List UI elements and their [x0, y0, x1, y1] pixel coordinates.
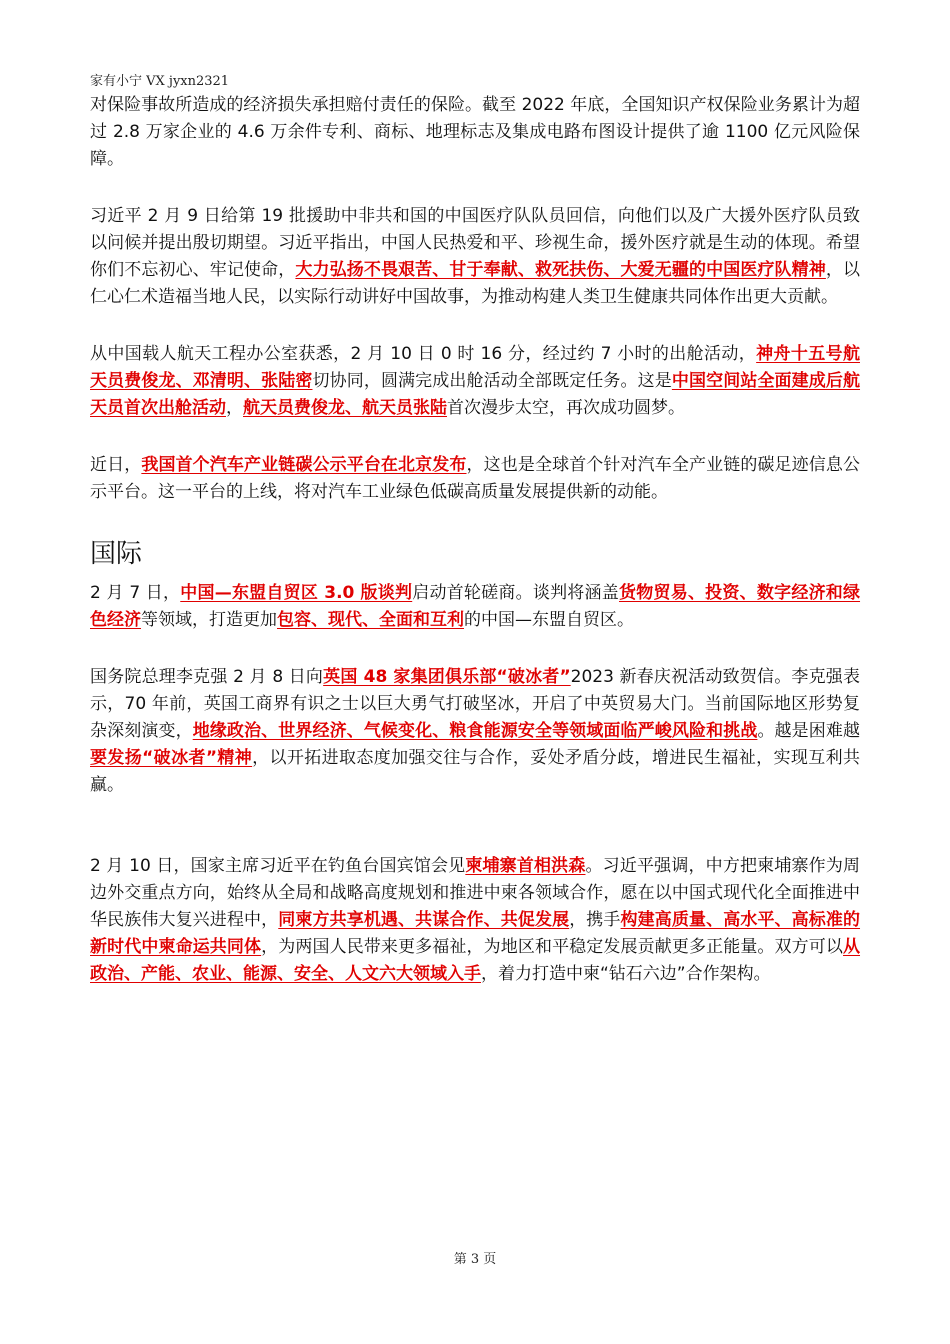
paragraph-text: 的中国—东盟自贸区。 — [464, 610, 634, 630]
paragraph-text: ，携手 — [569, 910, 621, 930]
document-body — [90, 92, 860, 1018]
highlighted-phrase: 要发扬“破冰者”精神 — [90, 748, 253, 768]
paragraph-text: 2 月 10 日，国家主席习近平在钓鱼台国宾馆会见 — [90, 856, 466, 876]
paragraph-p1 — [90, 92, 860, 173]
highlighted-phrase: 货物贸易、投资、数字经济和绿色经济 — [90, 583, 861, 630]
paragraph-p6 — [90, 664, 860, 799]
highlighted-phrase: 构建高质量、高水平、高标准的新时代中柬命运共同体 — [90, 910, 861, 957]
page-number: 第 3 页 — [453, 1252, 497, 1267]
highlighted-phrase: 地缘政治、世界经济、气候变化、粮食能源安全等领域面临严峻风险和挑战 — [192, 721, 758, 741]
paragraph-text: 切协同，圆满完成出舱活动全部既定任务。这是 — [312, 371, 672, 391]
paragraph-text: 等领域，打造更加 — [141, 610, 277, 630]
paragraph-p7 — [90, 853, 860, 988]
paragraph-p5 — [90, 580, 860, 634]
highlighted-phrase: 大力弘扬不畏艰苦、甘于奉献、救死扶伤、大爱无疆的中国医疗队精神 — [295, 260, 826, 280]
highlighted-phrase: 中国空间站全面建成后航天员首次出舱活动 — [90, 371, 861, 418]
paragraph-text: 。习近平强调，中方把柬埔寨作为周边外交重点方向，始终从全局和战略高度规划和推进中柬各领域合作，愿在以中国式现代化全面推进中华民族伟大复兴进程中， — [90, 856, 860, 930]
paragraph-text: 近日， — [90, 455, 142, 475]
international-news-block — [90, 580, 860, 988]
paragraph-text: ， — [226, 398, 243, 418]
paragraph-text: 2 月 7 日， — [90, 583, 181, 603]
paragraph-text: ，以仁心仁术造福当地人民，以实际行动讲好中国故事，为推动构建人类卫生健康共同体作出更大贡献。 — [90, 260, 861, 307]
paragraph-text: ，这也是全球首个针对汽车全产业链的碳足迹信息公示平台。这一平台的上线，将对汽车工业绿色低碳高质量发展提供新的动能。 — [90, 455, 861, 502]
highlighted-phrase: 柬埔寨首相洪森 — [465, 856, 586, 876]
section-title-international: 国际 — [90, 539, 143, 569]
paragraph-text: ，着力打造中柬“钻石六边”合作架构。 — [481, 964, 771, 984]
highlighted-phrase: 包容、现代、全面和互利 — [277, 610, 464, 630]
highlighted-phrase: 我国首个汽车产业链碳公示平台在北京发布 — [141, 455, 467, 475]
paragraph-text: 从中国载人航天工程办公室获悉，2 月 10 日 0 时 16 分，经过约 7 小时的出舱活动， — [90, 344, 757, 364]
highlighted-phrase: 神舟十五号航天员费俊龙、邓清明、张陆密 — [90, 344, 860, 391]
paragraph-text: 。越是困难越 — [757, 721, 861, 741]
highlighted-phrase: 英国 48 家集团俱乐部“破冰者” — [323, 667, 571, 687]
page-header: 家有小宁 VX jyxn2321 — [90, 74, 230, 89]
paragraph-text: ，为两国人民带来更多福祉，为地区和平稳定发展贡献更多正能量。双方可以 — [261, 937, 844, 957]
paragraph-text: 国务院总理李克强 2 月 8 日向 — [90, 667, 324, 687]
paragraph-text: 2023 新春庆祝活动致贺信。李克强表示，70 年前，英国工商界有识之士以巨大勇气打破坚冰，开启了中英贸易大门。当前国际地区形势复杂深刻演变， — [90, 667, 861, 741]
paragraph-text: 启动首轮磋商。谈判将涵盖 — [412, 583, 620, 603]
highlighted-phrase: 从政治、产能、农业、能源、安全、人文六大领域入手 — [90, 937, 861, 984]
paragraph-text: 对保险事故所造成的经济损失承担赔付责任的保险。截至 2022 年底，全国知识产权保险业务累计为超过 2.8 万家企业的 4.6 万余件专利、商标、地理标志及集成电路布图设计提供了逾 1100 亿元风险保障。 — [90, 95, 860, 169]
highlighted-phrase: 同柬方共享机遇、共谋合作、共促发展 — [278, 910, 570, 930]
paragraph-p2 — [90, 203, 860, 311]
domestic-news-block — [90, 92, 860, 506]
paragraph-p3 — [90, 341, 860, 422]
paragraph-text: ，以开拓进取态度加强交往与合作，妥处矛盾分歧，增进民生福祉，实现互利共赢。 — [90, 748, 860, 795]
highlighted-phrase: 中国—东盟自贸区 3.0 版谈判 — [180, 583, 413, 603]
paragraph-p4 — [90, 452, 860, 506]
highlighted-phrase: 航天员费俊龙、航天员张陆 — [243, 398, 447, 418]
paragraph-text: 习近平 2 月 9 日给第 19 批援助中非共和国的中国医疗队队员回信，向他们以及广大援外医疗队员致以问候并提出殷切期望。习近平指出，中国人民热爱和平、珍视生命，援外医疗就是生动的体现。希望你们不忘初心、牢记使命， — [90, 206, 860, 280]
paragraph-text: 首次漫步太空，再次成功圆梦。 — [447, 398, 685, 418]
